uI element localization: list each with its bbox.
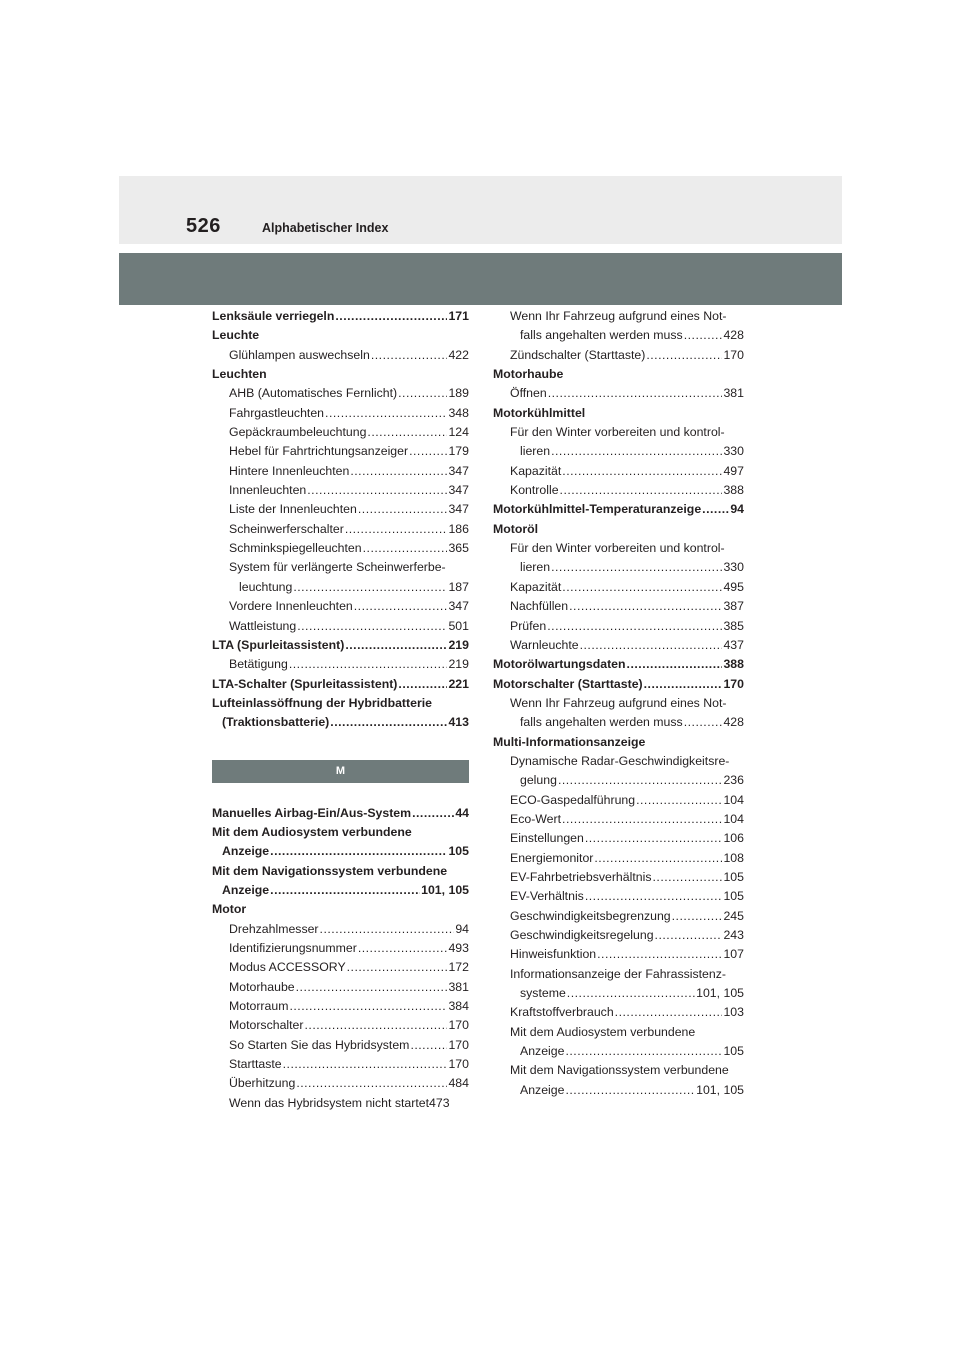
index-entry-page: 236	[723, 773, 744, 788]
index-entry	[493, 462, 744, 481]
index-entry-term: lieren	[520, 444, 551, 459]
index-entry-page: 170	[448, 1057, 469, 1072]
index-entry	[212, 423, 469, 442]
index-entry-term: Fahrgastleuchten	[229, 405, 325, 420]
index-entry	[212, 675, 469, 694]
index-entry-term: Motorkühlmittel-Temperaturanzeige	[493, 502, 702, 517]
index-entry	[212, 520, 469, 539]
index-entry-term: Mit dem Audiosystem verbundene	[212, 824, 412, 839]
index-entry-term: Kraftstoffverbrauch	[510, 1005, 614, 1020]
index-entry	[212, 404, 469, 423]
dot-leader	[358, 500, 448, 519]
index-entry-term: Gepäckraumbeleuchtung	[229, 425, 367, 440]
dot-leader	[652, 868, 722, 887]
dot-leader	[567, 984, 695, 1003]
index-entry	[493, 520, 744, 539]
index-entry-page: 171	[448, 309, 469, 323]
section-title: Alphabetischer Index	[262, 221, 389, 235]
dot-leader	[350, 462, 447, 481]
index-entry-page: 437	[723, 637, 744, 652]
index-entry-page: 428	[723, 715, 744, 730]
index-entry-term: Geschwindigkeitsbegrenzung	[510, 908, 671, 923]
index-entry-term: Manuelles Airbag-Ein/Aus-System	[212, 805, 412, 820]
index-entry	[493, 945, 744, 964]
dot-leader	[646, 346, 722, 365]
index-entry-term: Dynamische Radar-Geschwindigkeitsre-	[510, 753, 730, 768]
dot-leader	[684, 326, 723, 345]
page-number: 526	[186, 215, 221, 237]
index-entry-term: LTA (Spurleitassistent)	[212, 637, 345, 652]
index-entry	[493, 926, 744, 945]
dot-leader	[320, 920, 455, 939]
index-entry	[493, 1003, 744, 1022]
index-entry-term: Wenn Ihr Fahrzeug aufgrund eines Not-	[510, 695, 727, 710]
index-entry-page: 104	[723, 792, 744, 807]
index-entry-term: Hebel für Fahrtrichtungsanzeiger	[229, 444, 409, 459]
dot-leader	[551, 442, 722, 461]
index-entry-term: Modus ACCESSORY	[229, 960, 346, 975]
index-entry-page: 101, 105	[696, 986, 744, 1001]
index-entry-term: EV-Verhältnis	[510, 889, 584, 904]
dot-leader	[565, 1042, 722, 1061]
dot-leader	[560, 481, 723, 500]
index-entry-page: 388	[723, 657, 744, 672]
index-entry	[212, 500, 469, 519]
dot-leader	[569, 597, 722, 616]
index-entry-page: 381	[723, 386, 744, 401]
index-entry-page: 105	[723, 889, 744, 904]
index-entry-page: 105	[723, 869, 744, 884]
index-entry-term: Hintere Innenleuchten	[229, 463, 350, 478]
index-entry	[493, 423, 744, 442]
index-entry-page: 347	[448, 483, 469, 498]
index-entry-term: Motor	[212, 902, 247, 917]
dot-leader	[615, 1003, 723, 1022]
index-entry	[212, 307, 469, 326]
index-entry-term: Motorraum	[229, 999, 289, 1013]
index-entry	[493, 578, 744, 597]
index-entry-page: 497	[723, 463, 744, 478]
index-entry-term: Mit dem Audiosystem verbundene	[510, 1024, 696, 1039]
index-entry-term: Warnleuchte	[510, 637, 579, 652]
index-entry-term: EV-Fahrbetriebsverhältnis	[510, 869, 652, 884]
index-entry-term: Energiemonitor	[510, 850, 594, 865]
index-entry	[212, 1055, 469, 1074]
index-entry-term: falls angehalten werden muss	[520, 715, 683, 730]
index-entry	[212, 713, 469, 732]
index-entry	[212, 958, 469, 977]
index-entry-term: Anzeige	[222, 882, 270, 897]
index-entry-term: Anzeige	[222, 844, 270, 859]
index-entry-page: 422	[448, 347, 469, 362]
index-entry-term: Wenn Ihr Fahrzeug aufgrund eines Not-	[510, 309, 727, 323]
dot-leader	[289, 997, 447, 1016]
index-entry-term: Lenksäule verriegeln	[212, 309, 335, 323]
dot-leader	[684, 713, 723, 732]
index-entry-term: Motoröl	[493, 521, 539, 536]
index-entry	[493, 1023, 744, 1042]
index-entry	[212, 1074, 469, 1093]
index-entry-term: Mit dem Navigationssystem verbundene	[510, 1063, 729, 1078]
index-entry	[212, 804, 469, 823]
index-entry-term: Geschwindigkeitsregelung	[510, 928, 654, 942]
index-entry	[212, 617, 469, 636]
index-entry	[493, 1081, 744, 1100]
index-entry	[493, 617, 744, 636]
index-entry-term: System für verlängerte Scheinwerferbe-	[229, 560, 446, 575]
letter-band-label: M	[335, 765, 346, 778]
index-entry-page: 245	[723, 908, 744, 923]
index-entry-term: Innenleuchten	[229, 483, 307, 498]
index-entry-term: Kapazität	[510, 579, 562, 594]
index-entry-page: 105	[448, 844, 469, 859]
dot-leader	[594, 849, 722, 868]
index-entry-page: 189	[448, 386, 469, 401]
index-entry-term: Anzeige	[520, 1082, 565, 1097]
index-entry-page: 381	[448, 979, 469, 994]
index-entry-page: 385	[723, 618, 744, 633]
header-band	[119, 176, 842, 244]
index-entry	[212, 939, 469, 958]
dot-leader	[702, 500, 729, 519]
index-entry-page: 219	[448, 657, 469, 672]
index-entry	[212, 1094, 469, 1113]
index-entry-page: 330	[723, 560, 744, 575]
index-entry	[212, 694, 469, 713]
index-entry-page: 94	[455, 921, 469, 936]
index-entry-term: (Traktionsbatterie)	[222, 715, 330, 730]
index-entry	[493, 868, 744, 887]
index-entry-term: Überhitzung	[229, 1076, 296, 1091]
index-entry	[493, 539, 744, 558]
dot-leader	[347, 958, 448, 977]
index-entry	[212, 881, 469, 900]
dot-leader	[551, 558, 722, 577]
index-entry-term: lieren	[520, 560, 551, 575]
index-entry-term: Für den Winter vorbereiten und kontrol-	[510, 541, 725, 556]
index-entry-page: 124	[448, 425, 469, 440]
index-entry-page: 101, 105	[696, 1082, 744, 1097]
index-entry-page: 221	[448, 676, 469, 691]
index-entry-page: 347	[448, 463, 469, 478]
index-entry	[212, 636, 469, 655]
index-entry	[493, 791, 744, 810]
index-entry-page: 495	[723, 579, 744, 594]
index-entry-term: gelung	[520, 773, 557, 788]
index-entry-term: Motorschalter	[229, 1018, 304, 1033]
index-entry	[212, 346, 469, 365]
index-entry-term: ECO-Gaspedalführung	[510, 792, 636, 807]
letter-band-m	[212, 760, 469, 783]
index-entry-term: Liste der Innenleuchten	[229, 502, 357, 517]
index-entry-page: 103	[723, 1005, 744, 1020]
index-entry-term: Drehzahlmesser	[229, 921, 319, 936]
index-entry	[493, 481, 744, 500]
index-entry	[493, 326, 744, 345]
index-entry-page: 347	[448, 502, 469, 517]
index-entry	[493, 810, 744, 829]
index-entry-term: Leuchten	[212, 367, 267, 382]
index-entry	[493, 965, 744, 984]
index-entry	[212, 1036, 469, 1055]
index-entry-term: leuchtung	[239, 579, 293, 594]
index-entry	[493, 500, 744, 519]
dot-leader	[655, 926, 723, 945]
dot-leader	[367, 423, 447, 442]
index-entry	[493, 307, 744, 326]
dot-leader	[293, 578, 447, 597]
index-entry-term: Anzeige	[520, 1044, 565, 1059]
dot-leader	[410, 1036, 447, 1055]
index-entry-term: Für den Winter vorbereiten und kontrol-	[510, 425, 725, 440]
dot-leader	[305, 1016, 448, 1035]
dot-leader	[296, 1074, 447, 1093]
index-entry-page: 384	[448, 999, 469, 1013]
index-entry	[493, 675, 744, 694]
index-entry-page: 108	[723, 850, 744, 865]
dot-leader	[409, 442, 447, 461]
index-entry	[493, 442, 744, 461]
dot-leader	[412, 804, 454, 823]
index-entry	[493, 907, 744, 926]
index-entry-page: 219	[448, 637, 469, 652]
dot-leader	[398, 384, 447, 403]
index-entry	[212, 384, 469, 403]
dot-leader	[330, 713, 447, 732]
index-entry-page: 104	[723, 811, 744, 826]
index-entry-term: Öffnen	[510, 386, 547, 401]
index-entry-term: Prüfen	[510, 618, 547, 633]
index-entry-page: 387	[723, 599, 744, 614]
index-entry-term: LTA-Schalter (Spurleitassistent)	[212, 676, 398, 691]
index-entry-page: 94	[730, 502, 744, 517]
index-entry	[212, 558, 469, 577]
index-entry-term: So Starten Sie das Hybridsystem	[229, 1037, 410, 1052]
index-entry-page: 107	[723, 947, 744, 962]
dot-leader	[580, 636, 723, 655]
index-entry-term: Scheinwerferschalter	[229, 521, 344, 536]
index-entry	[212, 842, 469, 861]
index-entry-term: Mit dem Navigationssystem verbundene	[212, 863, 448, 878]
dot-leader	[270, 881, 420, 900]
dot-leader	[325, 404, 447, 423]
index-entry	[212, 1016, 469, 1035]
dot-leader	[363, 539, 448, 558]
index-entry	[493, 384, 744, 403]
index-entry	[212, 326, 469, 345]
dot-leader	[558, 771, 723, 790]
index-entry-page: 170	[448, 1037, 469, 1052]
index-column-left	[212, 307, 469, 1113]
index-entry-term: Leuchte	[212, 328, 260, 343]
index-entry	[493, 733, 744, 752]
index-entry-term: falls angehalten werden muss	[520, 328, 683, 343]
index-entry-page: 501	[448, 618, 469, 633]
index-entry-term: Zündschalter (Starttaste)	[510, 347, 646, 362]
index-entry-page: 186	[448, 521, 469, 536]
dot-leader	[562, 462, 722, 481]
index-entry	[493, 655, 744, 674]
index-entry-page: 413	[448, 715, 469, 730]
index-entry-page: 105	[723, 1044, 744, 1059]
index-entry-page: 170	[723, 347, 744, 362]
index-entry-page: 170	[723, 676, 744, 691]
index-entry	[493, 346, 744, 365]
dot-leader	[283, 1055, 448, 1074]
index-entry-page: 330	[723, 444, 744, 459]
index-entry	[493, 558, 744, 577]
index-entry-page: 347	[448, 599, 469, 614]
index-entry	[493, 404, 744, 423]
index-entry	[493, 1061, 744, 1080]
index-entry	[212, 978, 469, 997]
index-entry	[212, 481, 469, 500]
dot-leader	[548, 384, 723, 403]
index-entry	[493, 849, 744, 868]
index-entry-page: 473	[429, 1095, 450, 1110]
index-entries-m	[212, 804, 469, 1114]
dot-leader	[354, 597, 448, 616]
index-entry-term: Hinweisfunktion	[510, 947, 597, 962]
index-entry-page: 365	[448, 541, 469, 556]
dot-leader	[297, 617, 447, 636]
index-entry-term: Starttaste	[229, 1057, 282, 1072]
index-entry-term: Motorhaube	[229, 979, 295, 994]
dot-leader	[547, 617, 722, 636]
index-entries-l	[212, 307, 469, 733]
index-entry-page: 484	[448, 1076, 469, 1091]
index-entry-term: Vordere Innenleuchten	[229, 599, 353, 614]
index-entry	[212, 997, 469, 1016]
dot-leader	[270, 842, 447, 861]
index-entry-term: Einstellungen	[510, 831, 584, 846]
dot-leader	[565, 1081, 695, 1100]
index-entry-term: Motorölwartungsdaten	[493, 657, 626, 672]
dot-leader	[644, 675, 723, 694]
dot-leader	[358, 939, 448, 958]
dot-leader	[672, 907, 723, 926]
dot-leader	[335, 307, 447, 326]
index-entry	[212, 597, 469, 616]
index-entry	[212, 900, 469, 919]
dot-leader	[345, 636, 447, 655]
index-entry	[212, 823, 469, 842]
index-entry	[493, 887, 744, 906]
dot-leader	[585, 887, 723, 906]
index-entry	[212, 442, 469, 461]
dot-leader	[307, 481, 447, 500]
dot-leader	[289, 655, 448, 674]
dot-leader	[562, 810, 722, 829]
index-entry-term: Eco-Wert	[510, 811, 562, 826]
index-entry-page: 243	[723, 928, 744, 942]
index-entry	[493, 694, 744, 713]
index-entry	[212, 920, 469, 939]
index-entry-term: Schminkspiegelleuchten	[229, 541, 362, 556]
index-entry	[493, 1042, 744, 1061]
index-entry-term: Wattleistung	[229, 618, 297, 633]
index-entries-m-continued	[493, 307, 744, 1100]
index-entry	[493, 713, 744, 732]
index-entry-term: Lufteinlassöffnung der Hybridbatterie	[212, 695, 432, 710]
index-entry-page: 172	[448, 960, 469, 975]
index-entry-page: 428	[723, 328, 744, 343]
index-entry-page: 348	[448, 405, 469, 420]
index-entry-term: AHB (Automatisches Fernlicht)	[229, 386, 398, 401]
index-entry-term: Nachfüllen	[510, 599, 569, 614]
index-entry	[493, 597, 744, 616]
index-entry-page: 101, 105	[421, 882, 469, 897]
index-entry	[493, 636, 744, 655]
index-entry-page: 187	[448, 579, 469, 594]
index-entry	[212, 655, 469, 674]
index-entry	[212, 862, 469, 881]
index-entry	[493, 829, 744, 848]
index-entry-term: Multi-Informationsanzeige	[493, 734, 646, 749]
index-entry	[493, 771, 744, 790]
index-entry-term: Kapazität	[510, 463, 562, 478]
dot-leader	[585, 829, 723, 848]
index-entry	[212, 539, 469, 558]
index-entry	[212, 365, 469, 384]
index-entry-page: 44	[455, 805, 469, 820]
index-entry-page: 179	[448, 444, 469, 459]
dot-leader	[636, 791, 722, 810]
index-entry-page: 388	[723, 483, 744, 498]
index-column-right	[493, 307, 744, 1100]
index-entry-term: Betätigung	[229, 657, 288, 672]
index-entry-term: Glühlampen auswechseln	[229, 347, 370, 362]
dot-leader	[345, 520, 448, 539]
index-entry	[212, 578, 469, 597]
index-entry-page: 493	[448, 940, 469, 955]
index-entry-term: Kontrolle	[510, 483, 559, 498]
dot-leader	[296, 978, 448, 997]
index-entry-term: Wenn das Hybridsystem nicht startet	[229, 1095, 430, 1110]
index-entry	[212, 462, 469, 481]
index-entry	[493, 365, 744, 384]
index-entry-page: 106	[723, 831, 744, 846]
index-entry-term: Motorkühlmittel	[493, 405, 586, 420]
dot-leader	[398, 675, 447, 694]
dot-leader	[371, 346, 448, 365]
index-entry-term: Motorhaube	[493, 367, 564, 382]
dot-leader	[597, 945, 722, 964]
index-entry-page: 170	[448, 1018, 469, 1033]
index-entry-term: Informationsanzeige der Fahrassistenz-	[510, 966, 726, 981]
index-entry-term: Motorschalter (Starttaste)	[493, 676, 643, 691]
dot-leader	[627, 655, 723, 674]
chapter-tab-band	[119, 253, 842, 305]
dot-leader	[562, 578, 722, 597]
index-entry-term: Identifizierungsnummer	[229, 940, 357, 955]
index-entry-term: systeme	[520, 986, 566, 1001]
index-entry	[493, 984, 744, 1003]
index-entry	[493, 752, 744, 771]
